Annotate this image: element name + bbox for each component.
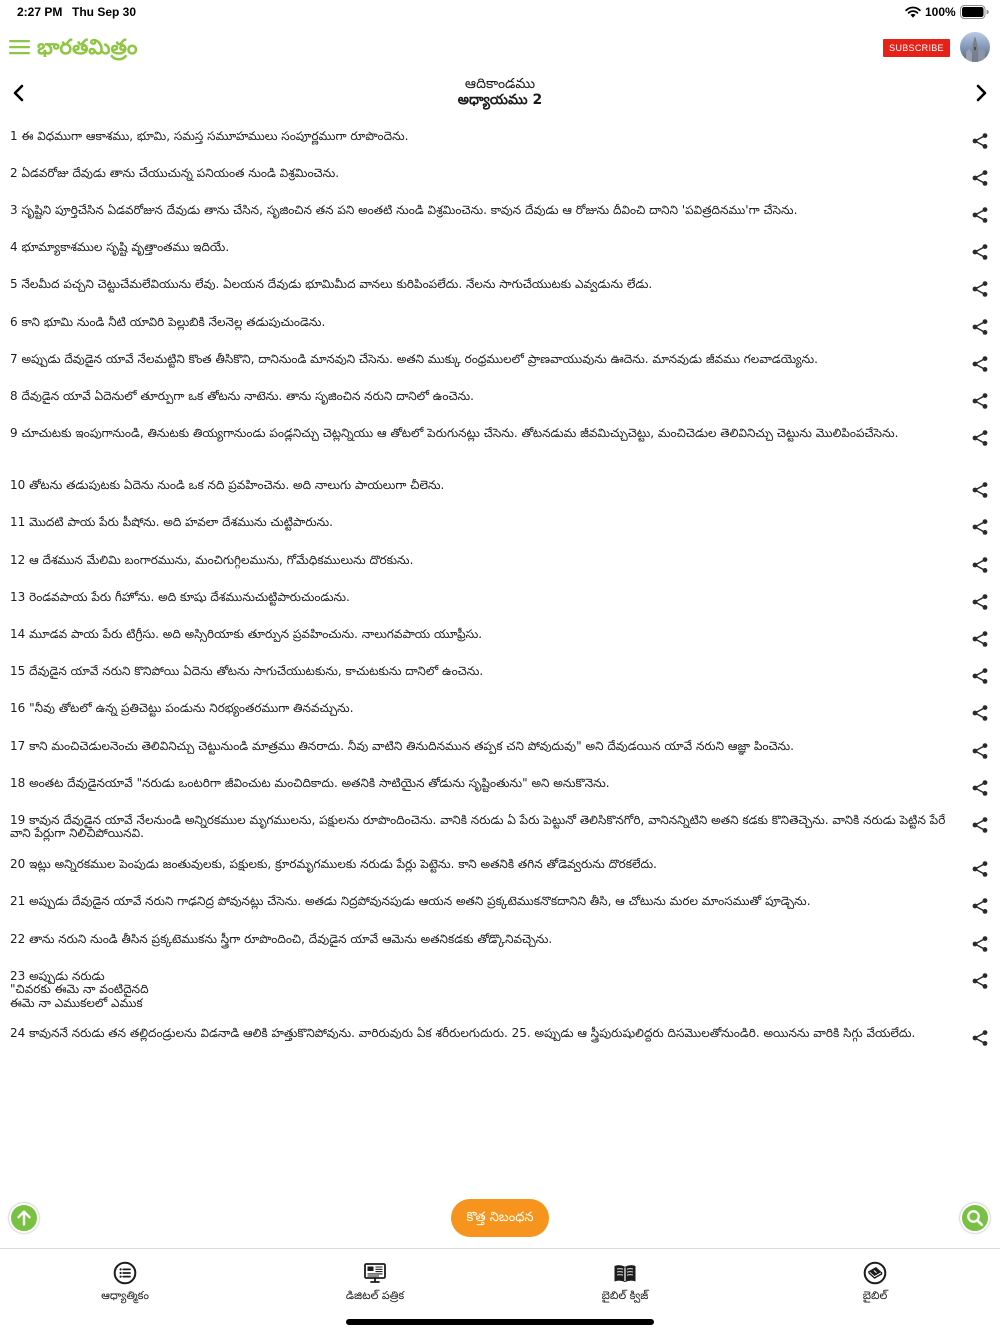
status-date: Thu Sep 30 bbox=[72, 5, 137, 19]
verse-text: 9 చూచుటకు ఇంపుగానుండి, తినుటకు తియ్యగానుండు పండ్లనిచ్చు చెట్లన్నియు ఆ తోటలో పెరుగునట్లు చేసెను. తోటనడుమ జీవమిచ్చుచెట్టు, మంచిచెడుల తెలివినిచ్చు చెట్టును మొలిపింపచేసెను. bbox=[10, 426, 899, 441]
verse-text: 1 ఈ విధముగా ఆకాశము, భూమి, సమస్త సమూహములు సంపూర్ణముగా రూపొందెను. bbox=[10, 128, 409, 143]
verse-text: 20 ఇట్లు అన్నిరకముల పెంపుడు జంతువులకు, పక్షులకు, క్రూరమృగములకు నరుడు పేర్లు పెట్టెను. కాని అతనికి తగిన తోడెవ్వరును దొరకలేదు. bbox=[10, 857, 657, 872]
search-icon bbox=[962, 1205, 988, 1231]
verse-text: 17 కాని మంచిచెడులనెంచు తెలివినిచ్చు చెట్టునుండి మాత్రము తినరాదు. నీవు వాటిని తినుదినమున తప్పక చని పోవుదువు" అని దేవుడయిన యావే నరుని ఆజ్ఞా పించెను. bbox=[10, 738, 794, 753]
verse-text: 22 తాను నరుని నుండి తీసిన ప్రక్కటెముకను స్త్రీగా రూపొందించి, దేవుడైన యావే ఆమెను అతనికడకు తోడ్కొనివచ్చెను. bbox=[10, 931, 553, 946]
verse-row bbox=[0, 731, 1000, 768]
share-button[interactable] bbox=[970, 518, 990, 536]
verse-row bbox=[0, 805, 1000, 849]
avatar[interactable] bbox=[960, 32, 990, 62]
verse-row bbox=[0, 307, 1000, 344]
verse-row bbox=[0, 1019, 1000, 1056]
verse-text: 6 కాని భూమి నుండి నీటి యావిరి పెల్లుబికి నేలనెల్ల తడుపుచుండెను. bbox=[10, 314, 326, 329]
share-button[interactable] bbox=[970, 206, 990, 224]
verse-paragraph bbox=[0, 471, 1000, 1056]
verse-text: 5 నేలమీద పచ్చని చెట్టుచేమలేవియును లేవు. ఏలయన దేవుడు భూమిమీద వానలు కురిపింపలేదు. నేలను సాగుచేయుటకు ఎవ్వడును లేడు. bbox=[10, 277, 653, 292]
verse-row bbox=[0, 924, 1000, 961]
chapter-nav bbox=[0, 72, 1000, 114]
verse-text: 16 "నీవు తోటలో ఉన్న ప్రతిచెట్టు పండును నిరభ్యంతరముగా తినవచ్చును. bbox=[10, 701, 354, 716]
search-button[interactable] bbox=[960, 1203, 990, 1233]
verse-row bbox=[0, 657, 1000, 694]
share-button[interactable] bbox=[970, 630, 990, 648]
share-button[interactable] bbox=[970, 935, 990, 953]
bible-icon bbox=[863, 1261, 887, 1285]
share-icon bbox=[970, 704, 990, 722]
share-button[interactable] bbox=[970, 318, 990, 336]
tab-spiritual[interactable] bbox=[0, 1249, 250, 1311]
share-icon bbox=[970, 429, 990, 447]
share-icon bbox=[970, 518, 990, 536]
share-button[interactable] bbox=[970, 243, 990, 261]
share-icon bbox=[970, 742, 990, 760]
share-button[interactable] bbox=[970, 280, 990, 298]
share-button[interactable] bbox=[970, 779, 990, 797]
share-icon bbox=[970, 355, 990, 373]
chevron-left-icon[interactable] bbox=[8, 82, 30, 104]
verse-row bbox=[0, 158, 1000, 195]
share-button[interactable] bbox=[970, 816, 990, 834]
status-bar bbox=[0, 0, 1000, 24]
verse-text: 19 కావున దేవుడైన యావే నేలనుండి అన్నిరకముల మృగములను, పక్షులను రూపొందించెను. వానికి నరుడు ఏ పేరు పెట్టునో తెలిసికొనగోరి, వానినన్నిటిని అతని కడకు కొనితెచ్చెను. వానికి నరుడు పెట్టిన పేరే వాని పేర్లుగా నిలిచిపోయినవి. bbox=[10, 812, 946, 841]
share-button[interactable] bbox=[970, 593, 990, 611]
verse-text: 4 భూమ్యాకాశముల సృష్టి వృత్తాంతము ఇదియే. bbox=[10, 240, 230, 255]
verse-row bbox=[0, 961, 1000, 1019]
list-circle-icon bbox=[113, 1261, 137, 1285]
app-header bbox=[0, 28, 1000, 66]
verse-row bbox=[0, 887, 1000, 924]
share-icon bbox=[970, 392, 990, 410]
verse-paragraph bbox=[0, 121, 1000, 456]
share-icon bbox=[970, 169, 990, 187]
verse-text: 23 అప్పుడు నరుడు "చివరకు ఈమె నా వంటిదైనది ఈమె నా ఎముకలలో ఎముక bbox=[10, 968, 149, 1010]
verse-text: 21 అప్పుడు దేవుడైన యావే నరుని గాఢనిద్ర పోవునట్లు చేసెను. అతడు నిద్రపోవునపుడు ఆయన అతని ప్రక్కటెముకనొకదానిని తీసి, ఆ చోటును మరల మాంసముతో పూడ్చెను. bbox=[10, 894, 811, 909]
verse-text: 3 సృష్టిని పూర్తిచేసిన ఏడవరోజున దేవుడు తాను చేసిన, సృజించిన తన పని అంతటి నుండి విశ్రమించెను. కావున దేవుడు ఆ రోజును దీవించి దానిని 'పవిత్రదినము'గా చేసెను. bbox=[10, 202, 798, 217]
share-button[interactable] bbox=[970, 972, 990, 990]
tab-bible[interactable] bbox=[750, 1249, 1000, 1311]
verse-row bbox=[0, 233, 1000, 270]
share-button[interactable] bbox=[970, 742, 990, 760]
share-icon bbox=[970, 206, 990, 224]
verse-text: 2 ఏడవరోజు దేవుడు తాను చేయుచున్న పనియంత నుండి విశ్రమించెను. bbox=[10, 165, 340, 180]
share-icon bbox=[970, 779, 990, 797]
share-icon bbox=[970, 318, 990, 336]
home-indicator[interactable] bbox=[346, 1319, 654, 1325]
verse-row bbox=[0, 471, 1000, 508]
verse-list[interactable] bbox=[0, 121, 1000, 1191]
verse-row bbox=[0, 850, 1000, 887]
share-button[interactable] bbox=[970, 355, 990, 373]
verse-row bbox=[0, 508, 1000, 545]
scroll-top-button[interactable] bbox=[9, 1203, 39, 1233]
arrow-up-icon bbox=[11, 1205, 37, 1231]
share-icon bbox=[970, 935, 990, 953]
verse-row bbox=[0, 582, 1000, 619]
subscribe-button[interactable]: SUBSCRIBE bbox=[883, 39, 950, 57]
verse-text: 15 దేవుడైన యావే నరుని కొనిపోయి ఏదెను తోటను సాగుచేయుటకును, కాచుటకును దానిలో ఉంచెను. bbox=[10, 664, 484, 679]
share-icon bbox=[970, 593, 990, 611]
share-icon bbox=[970, 972, 990, 990]
verse-row bbox=[0, 344, 1000, 381]
verse-row bbox=[0, 619, 1000, 656]
verse-row bbox=[0, 419, 1000, 456]
share-button[interactable] bbox=[970, 1029, 990, 1047]
share-button[interactable] bbox=[970, 392, 990, 410]
share-icon bbox=[970, 667, 990, 685]
app-logo: భారతమిత్రం bbox=[37, 35, 138, 59]
share-icon bbox=[970, 1029, 990, 1047]
verse-row bbox=[0, 694, 1000, 731]
verse-row bbox=[0, 768, 1000, 805]
battery-icon bbox=[960, 5, 989, 19]
share-icon bbox=[970, 280, 990, 298]
verse-text: 11 మొదటి పాయ పేరు పీషోను. అది హవలా దేశమును చుట్టిపారును. bbox=[10, 515, 333, 530]
open-book-icon bbox=[613, 1261, 637, 1285]
new-testament-button[interactable]: కొత్త నిబంధన bbox=[451, 1199, 549, 1237]
share-button[interactable] bbox=[970, 897, 990, 915]
tab-label: డిజిటల్ పత్రిక bbox=[345, 1289, 405, 1302]
share-button[interactable] bbox=[970, 429, 990, 447]
share-icon bbox=[970, 481, 990, 499]
verse-text: 7 అప్పుడు దేవుడైన యావే నేలమట్టిని కొంత తీసికొని, దానినుండి మానవుని చేసెను. అతని ముక్కు రంధ్రములలో ప్రాణవాయువును ఊదెను. మానవుడు జీవము గలవాడయ్యెను. bbox=[10, 351, 818, 366]
book-title: ఆదికాండము bbox=[464, 76, 536, 92]
share-icon bbox=[970, 556, 990, 574]
tab-bible-quiz[interactable] bbox=[500, 1249, 750, 1311]
share-icon bbox=[970, 630, 990, 648]
share-icon bbox=[970, 132, 990, 150]
verse-text: 13 రెండవపాయ పేరు గీహోను. అది కూషు దేశమునుచుట్టిపారుచుండును. bbox=[10, 589, 350, 604]
share-icon bbox=[970, 243, 990, 261]
hamburger-icon[interactable] bbox=[8, 38, 32, 56]
tab-label: ఆధ్యాత్మికం bbox=[101, 1289, 149, 1302]
share-icon bbox=[970, 816, 990, 834]
verse-row bbox=[0, 195, 1000, 232]
share-button[interactable] bbox=[970, 481, 990, 499]
verse-row bbox=[0, 270, 1000, 307]
verse-text: 10 తోటను తడుపుటకు ఏదెను నుండి ఒక నది ప్రవహించెను. అది నాలుగు పాయలుగా చీలెను. bbox=[10, 478, 445, 493]
digital-paper-icon bbox=[363, 1261, 387, 1285]
verse-text: 24 కావుననే నరుడు తన తల్లిదండ్రులను విడనాడి ఆలికి హత్తుకొనిపోవును. వారిరువురు ఏక శరీరులగుదురు. 25. అప్పుడు ఆ స్త్రీపురుషులిద్దరు దిసమొలతోనుండిరి. అయినను వారికి సిగ్గు వేయలేదు. bbox=[10, 1026, 916, 1041]
share-button[interactable] bbox=[970, 667, 990, 685]
chapter-title: అధ్యాయము 2 bbox=[457, 92, 543, 108]
share-button[interactable] bbox=[970, 860, 990, 878]
verse-text: 14 మూడవ పాయ పేరు టిగ్రీసు. అది అస్సిరియాకు తూర్పున ప్రవహించును. నాలుగవపాయ యూఫ్రీసు. bbox=[10, 627, 483, 642]
share-button[interactable] bbox=[970, 556, 990, 574]
chevron-right-icon[interactable] bbox=[970, 82, 992, 104]
share-button[interactable] bbox=[970, 169, 990, 187]
wifi-icon bbox=[905, 6, 921, 18]
share-icon bbox=[970, 897, 990, 915]
verse-row bbox=[0, 381, 1000, 418]
tab-label: బైబిల్ bbox=[862, 1289, 888, 1302]
tab-label: బైబిల్ క్విజ్ bbox=[601, 1289, 649, 1302]
verse-text: 12 ఆ దేశమున మేలిమి బంగారమును, మంచిగుగ్గిలమును, గోమేధికములును దొరకును. bbox=[10, 552, 414, 567]
status-time: 2:27 PM bbox=[17, 5, 63, 19]
share-button[interactable] bbox=[970, 132, 990, 150]
verse-row bbox=[0, 121, 1000, 158]
share-icon bbox=[970, 860, 990, 878]
battery-percent: 100% bbox=[925, 5, 956, 19]
tab-digital-paper[interactable] bbox=[250, 1249, 500, 1311]
verse-row bbox=[0, 545, 1000, 582]
verse-text: 18 అంతట దేవుడైనయావే "నరుడు ఒంటరిగా జీవించుట మంచిదికాదు. అతనికి సాటియైన తోడును సృష్టింతును" అని అనుకొనెను. bbox=[10, 775, 610, 790]
share-button[interactable] bbox=[970, 704, 990, 722]
verse-text: 8 దేవుడైన యావే ఏదెనులో తూర్పుగా ఒక తోటను నాటెను. తాను సృజించిన నరుని దానిలో ఉంచెను. bbox=[10, 388, 474, 403]
